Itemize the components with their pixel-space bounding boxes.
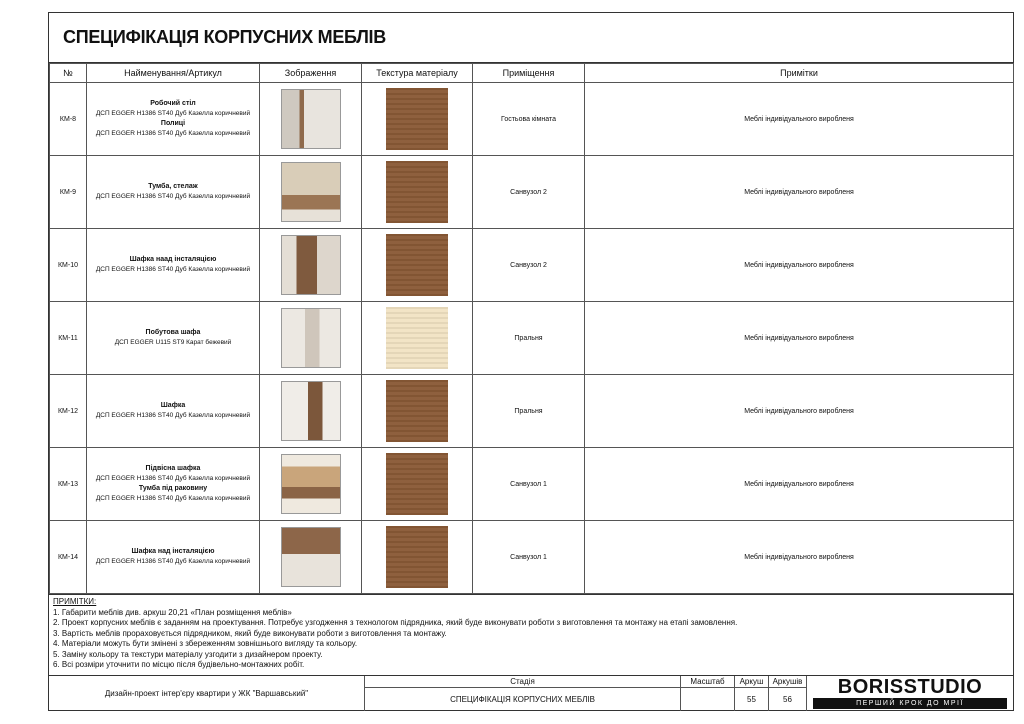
table-header-row [50, 64, 1014, 83]
logo-text: BORISSTUDIO [837, 676, 983, 698]
note-cell: Меблі індивідуального виробленя [585, 83, 1014, 156]
item-name: Побутова шафа [145, 329, 201, 336]
table-row [50, 83, 1014, 156]
texture-swatch [386, 380, 448, 442]
vanity-photo [281, 454, 341, 514]
notes-block [49, 594, 1013, 676]
item-name: Шафка [160, 402, 186, 409]
wardrobe-photo [281, 381, 341, 441]
item-image-cell [260, 229, 362, 302]
texture-cell [362, 448, 473, 521]
project-name: Дизайн-проект інтер'єру квартири у ЖК "Варшавський" [104, 689, 309, 698]
table-row [50, 448, 1014, 521]
texture-swatch [386, 161, 448, 223]
room-cell: Санвузол 2 [473, 229, 585, 302]
sheets-total-cell [769, 676, 807, 711]
item-name: Шафка наад інсталяцією [129, 256, 217, 263]
table-row [50, 302, 1014, 375]
item-article: ДСП EGGER H1386 ST40 Дуб Казелла коричневий [95, 266, 251, 273]
item-name: Шафка над інсталяцією [131, 548, 215, 555]
installation-cabinet-photo [281, 235, 341, 295]
note-line: 6. Всі розміри уточнити по місцю після будівельно-монтажних робіт. [53, 660, 305, 669]
page-title: СПЕЦИФІКАЦІЯ КОРПУСНИХ МЕБЛІВ [63, 27, 386, 47]
note-cell: Меблі індивідуального виробленя [585, 156, 1014, 229]
item-code: КМ-8 [50, 83, 87, 156]
col-header-texture: Текстура матеріалу [362, 64, 473, 83]
texture-cell [362, 521, 473, 594]
item-name: Робочий стіл [150, 100, 196, 107]
item-image-cell [260, 375, 362, 448]
title-block [49, 13, 1013, 63]
note-cell: Меблі індивідуального виробленя [585, 302, 1014, 375]
note-cell: Меблі індивідуального виробленя [585, 229, 1014, 302]
note-line: 5. Заміну кольору та текстури матеріалу узгодити з дизайнером проекту. [53, 649, 323, 659]
room-cell: Гостьова кімната [473, 83, 585, 156]
spec-table [49, 63, 1014, 594]
note-cell: Меблі індивідуального виробленя [585, 375, 1014, 448]
texture-swatch [386, 307, 448, 369]
scale-label: Масштаб [681, 676, 734, 688]
item-code: КМ-9 [50, 156, 87, 229]
item-article: ДСП EGGER H1386 ST40 Дуб Казелла коричневий [95, 412, 251, 419]
sheet-name-cell [365, 676, 681, 711]
item-code: КМ-13 [50, 448, 87, 521]
sheet-label: Аркуш [735, 676, 768, 688]
note-line: 3. Вартість меблів прораховується підрядником, який буде виконувати роботи з виготовлення та монтажу. [53, 628, 447, 638]
room-cell: Пральня [473, 375, 585, 448]
item-article: ДСП EGGER H1386 ST40 Дуб Казелла коричневий [95, 558, 251, 565]
item-name-cell [87, 375, 260, 448]
item-code: КМ-11 [50, 302, 87, 375]
footer-stamp [49, 675, 1013, 711]
item-article: ДСП EGGER H1386 ST40 Дуб Казелла коричневий [95, 475, 251, 482]
laundry-cabinet-photo [281, 308, 341, 368]
texture-swatch [386, 453, 448, 515]
project-name-cell [49, 676, 365, 711]
toilet-cabinet-photo [281, 527, 341, 587]
item-name: Підвісна шафка [145, 465, 201, 472]
item-name-cell [87, 156, 260, 229]
item-image-cell [260, 448, 362, 521]
room-cell: Санвузол 2 [473, 156, 585, 229]
item-name-cell [87, 521, 260, 594]
item-article: ДСП EGGER H1386 ST40 Дуб Казелла коричневий [95, 193, 251, 200]
item-code: КМ-12 [50, 375, 87, 448]
texture-cell [362, 302, 473, 375]
texture-cell [362, 229, 473, 302]
room-cell: Пральня [473, 302, 585, 375]
texture-cell [362, 156, 473, 229]
room-cell: Санвузол 1 [473, 521, 585, 594]
sheet-name: СПЕЦИФІКАЦІЯ КОРПУСНИХ МЕБЛІВ [450, 695, 595, 704]
note-line: 1. Габарити меблів див. аркуш 20,21 «План розміщення меблів» [53, 607, 292, 617]
note-line: 2. Проект корпусних меблів є заданням на проектування. Потребує узгодження з технологом підрядника, який буде виконувати роботи з виготовлення та монтажу на етапі замовлення. [53, 618, 738, 627]
item-code: КМ-10 [50, 229, 87, 302]
item-name-cell [87, 302, 260, 375]
col-header-notes: Примітки [585, 64, 1014, 83]
item-name-cell [87, 83, 260, 156]
texture-swatch [386, 234, 448, 296]
item-code: КМ-14 [50, 521, 87, 594]
item-article: ДСП EGGER H1386 ST40 Дуб Казелла коричневий [95, 110, 251, 117]
drawing-sheet [48, 12, 1014, 711]
item-name: Тумба під раковину [138, 485, 208, 492]
col-header-num: № [50, 64, 87, 83]
item-name: Тумба, стелаж [148, 183, 198, 190]
item-image-cell [260, 83, 362, 156]
item-image-cell [260, 521, 362, 594]
texture-swatch [386, 88, 448, 150]
studio-logo [807, 676, 1013, 711]
table-row [50, 375, 1014, 448]
col-header-image: Зображення [260, 64, 362, 83]
texture-swatch [386, 526, 448, 588]
sheets-total: 56 [783, 695, 792, 704]
table-row [50, 156, 1014, 229]
note-line: 4. Матеріали можуть бути змінені з збереженням зовнішнього вигляду та кольору. [53, 639, 358, 648]
item-name-cell [87, 229, 260, 302]
item-article: ДСП EGGER H1386 ST40 Дуб Казелла коричневий [95, 130, 251, 137]
room-cell: Санвузол 1 [473, 448, 585, 521]
notes-header: ПРИМІТКИ: [53, 597, 97, 606]
table-row [50, 229, 1014, 302]
table-row [50, 521, 1014, 594]
scale-cell [681, 676, 735, 711]
bathroom-cabinet-photo [281, 162, 341, 222]
item-image-cell [260, 302, 362, 375]
item-article: ДСП EGGER U115 ST9 Карат бежевий [114, 339, 232, 346]
col-header-name: Найменування/Артикул [87, 64, 260, 83]
note-cell: Меблі індивідуального виробленя [585, 448, 1014, 521]
sheet-number: 55 [747, 695, 756, 704]
sheet-no-cell [735, 676, 769, 711]
item-name-cell [87, 448, 260, 521]
texture-cell [362, 83, 473, 156]
logo-slogan: ПЕРШИЙ КРОК ДО МРІЇ [813, 698, 1007, 709]
texture-cell [362, 375, 473, 448]
item-article: ДСП EGGER H1386 ST40 Дуб Казелла коричневий [95, 495, 251, 502]
item-name: Полиці [160, 120, 186, 127]
sheets-label: Аркушів [769, 676, 806, 688]
scale-value [681, 688, 734, 711]
note-cell: Меблі індивідуального виробленя [585, 521, 1014, 594]
stage-label: Стадія [365, 676, 680, 688]
col-header-room: Приміщення [473, 64, 585, 83]
item-image-cell [260, 156, 362, 229]
desk-photo [281, 89, 341, 149]
